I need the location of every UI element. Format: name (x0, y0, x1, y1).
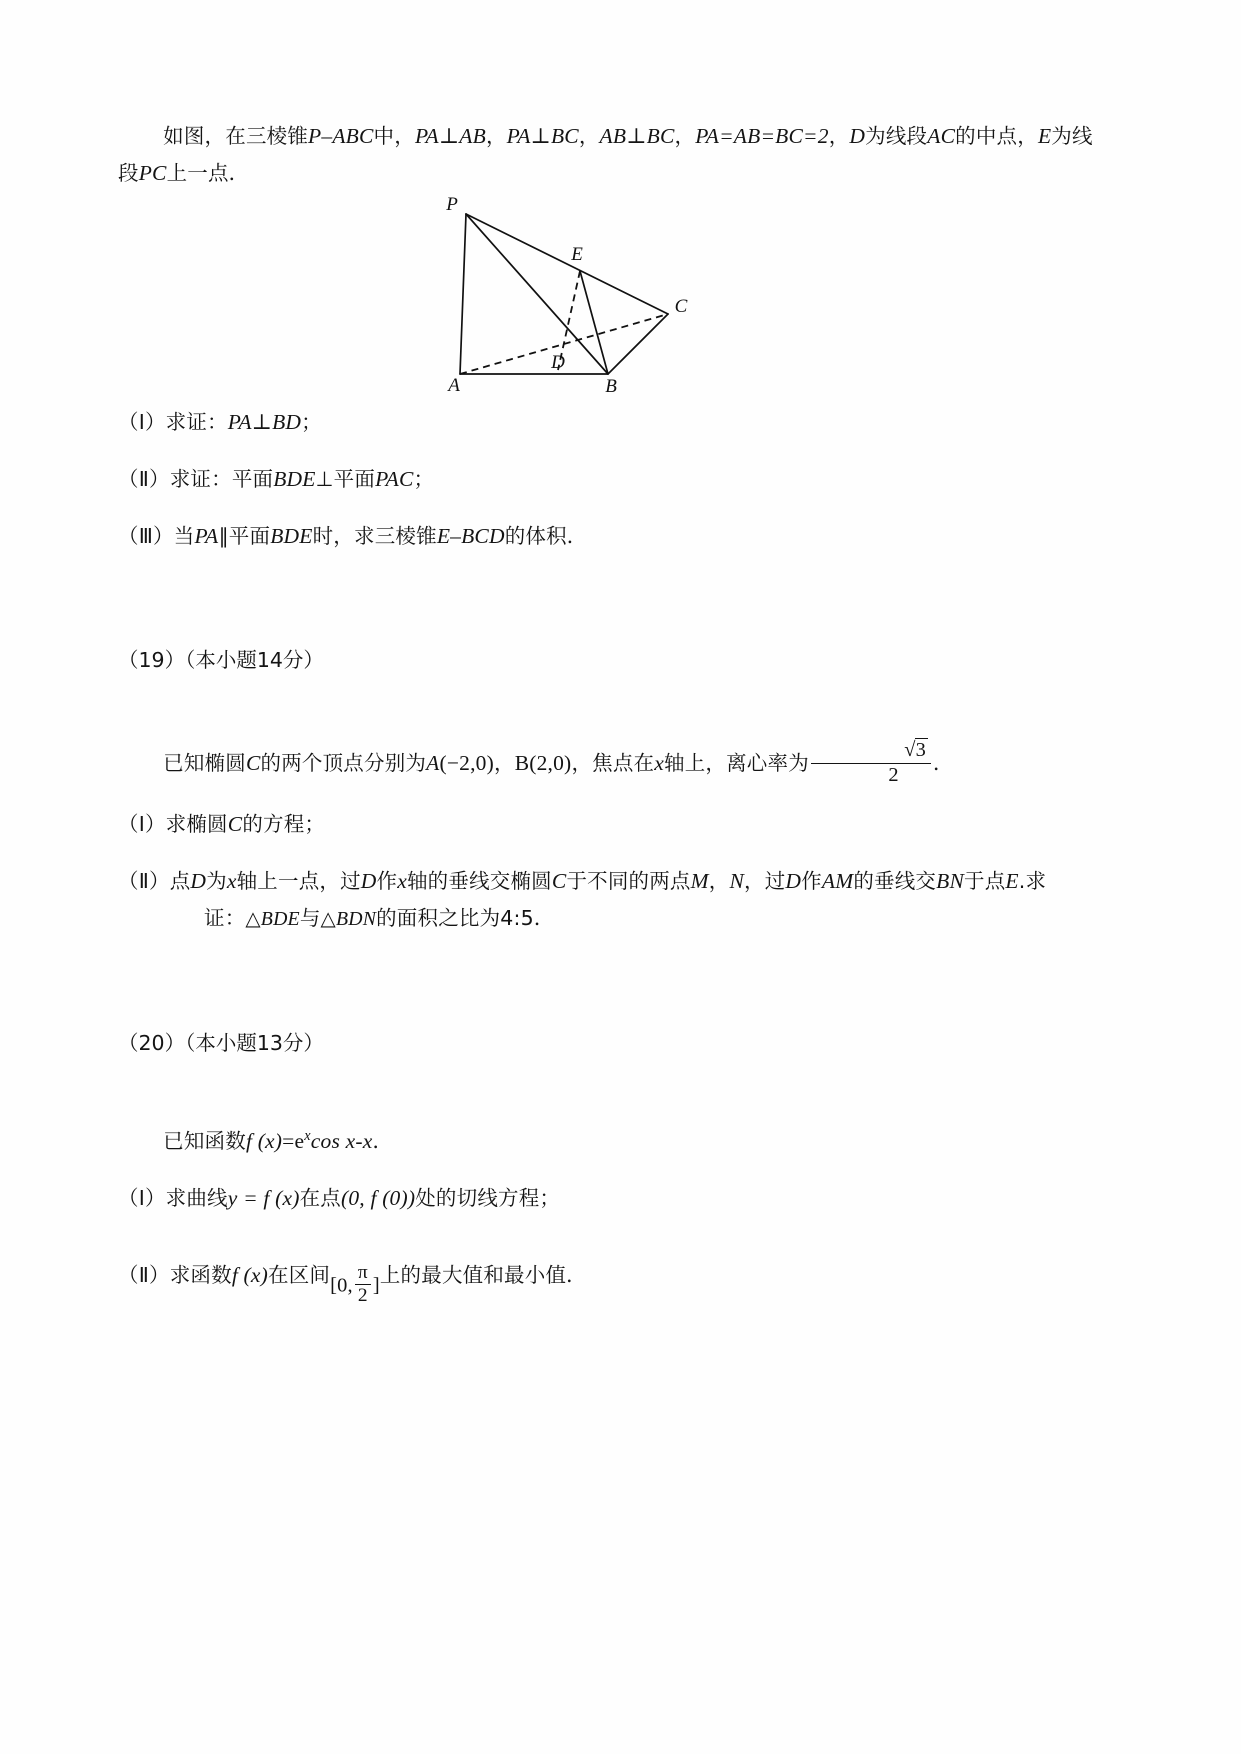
p19-p2-BN: BN (936, 869, 964, 894)
p19-p2-AM: AM (821, 869, 854, 894)
stem-line2-b: 上一点． (166, 160, 250, 185)
stem-text-c: ， (828, 124, 850, 148)
p19-p2-h: ，过 (744, 869, 786, 894)
p19-p2-line2-b: 与 (299, 906, 321, 931)
stem-text-a: 如图，在三棱锥 (163, 124, 309, 148)
radical-sign: √ (904, 739, 916, 762)
p19-p2-line2-c: 的面积之比为4:5． (376, 906, 555, 931)
problem19-part-2-line2 (118, 900, 1128, 937)
problem18-part-3 (118, 518, 1128, 555)
segment-AC: AC (927, 124, 956, 148)
spacer (118, 700, 1128, 740)
p19-p2-b: 为 (206, 869, 227, 894)
figure-label-B: B (605, 375, 617, 397)
part1-math: PA⊥BD (227, 409, 302, 434)
stem-text-e: 的中点， (955, 124, 1038, 148)
geometry-figure-container (118, 192, 1128, 404)
figure-label-C: C (674, 295, 688, 317)
part3-BDE: BDE (270, 523, 313, 548)
p20-part1-point: (0, f (0)) (340, 1185, 416, 1210)
spacer (118, 937, 1128, 1003)
p20-part1-text-a: 求曲线 (165, 1185, 228, 1210)
figure-label-A: A (448, 374, 460, 396)
p19-stem-d: ，焦点在 (571, 751, 655, 776)
p19-p2-N: N (729, 869, 745, 894)
sep-1: ， (485, 124, 507, 148)
spacer (118, 441, 1128, 461)
spacer (118, 555, 1128, 621)
problem20-heading (118, 1025, 1128, 1062)
radicand: 3 (915, 739, 926, 762)
interval-expression (330, 1263, 380, 1307)
eccentricity-numerator (811, 740, 931, 763)
problem20-stem (118, 1123, 1128, 1160)
p19-p2-x: x (226, 869, 237, 894)
part1-prefix: 求证： (165, 409, 228, 434)
p20-equals-e: =e (282, 1128, 305, 1153)
problem19-stem (118, 740, 1128, 786)
p19-p2-line2-a: 证： (204, 906, 246, 931)
p20-minus: - (355, 1128, 363, 1153)
condition-4: PA=AB=BC=2 (695, 124, 829, 148)
p19-p2-a: 点 (169, 869, 191, 894)
p19-p2-l: .求 (1018, 869, 1047, 894)
p20-part1-number: （Ⅰ） (118, 1185, 166, 1210)
part2-BDE: BDE (273, 466, 316, 491)
p19-part2-number: （Ⅱ） (118, 869, 170, 894)
p19-axis-x: x (654, 751, 664, 776)
p20-part1-text-c: 处的切线方程； (415, 1185, 561, 1210)
problem18-part-1 (118, 404, 1128, 441)
p20-part2-f: f (x) (231, 1262, 269, 1287)
p19-triangle-BDE: △BDE (245, 908, 300, 931)
p20-part2-text-b: 在区间 (268, 1262, 331, 1287)
problem18-part-2 (118, 461, 1128, 498)
part2-perp: ⊥平面 (315, 466, 376, 491)
p19-part1-C: C (227, 812, 243, 837)
problem19-part-1 (118, 806, 1128, 843)
pi-over-2-fraction (355, 1263, 371, 1307)
p19-part1-number: （Ⅰ） (118, 812, 166, 837)
p20-part2-text-a: 求函数 (169, 1262, 232, 1287)
problem19-score: （本小题14分） (185, 648, 324, 673)
sep-2: ， (578, 124, 600, 148)
problem19-heading (118, 642, 1128, 679)
p20-fx: f (x) (245, 1128, 283, 1153)
p19-p2-j: 的垂线交 (853, 869, 937, 894)
p19-stem-b: 的两个顶点分别为 (260, 751, 427, 776)
tetrahedron-diagram (410, 192, 740, 397)
part3-text: 时，求三棱锥 (312, 523, 437, 548)
p19-vertex-A: A (426, 751, 440, 776)
interval-left: [0, (330, 1273, 353, 1296)
edge-PA (460, 214, 466, 374)
p19-stem-f: ． (933, 751, 954, 776)
p19-ellipse-C: C (245, 751, 261, 776)
two-denominator: 2 (357, 1284, 368, 1306)
part3-prefix: 当 (173, 523, 195, 548)
p20-cos-x: cos x (310, 1128, 356, 1153)
part1-suffix: ； (301, 409, 322, 434)
p19-p2-D2: D (360, 869, 377, 894)
p19-vertex-B: B(2,0) (514, 751, 572, 776)
spacer (118, 1083, 1128, 1123)
pi-numerator: π (355, 1263, 371, 1285)
spacer (118, 1160, 1128, 1180)
problem20-number: （20） (118, 1030, 186, 1055)
p19-vertex-A-coord: (−2,0) (439, 751, 494, 776)
part2-number: （Ⅱ） (118, 466, 170, 491)
p19-sep: ， (493, 751, 515, 776)
segment-PC: PC (138, 160, 167, 185)
p20-stem-a: 已知函数 (163, 1128, 246, 1153)
p19-p2-k: 于点 (964, 869, 1006, 894)
sqrt-expression (859, 740, 928, 761)
p19-triangle-BDN: △BDN (320, 908, 377, 931)
p19-part1-text-b: 的方程； (242, 812, 326, 837)
problem19-number: （19） (118, 648, 186, 673)
eccentricity-denominator: 2 (888, 763, 899, 786)
problem20-part-2 (118, 1257, 1128, 1307)
part3-parallel: ∥平面 (218, 523, 271, 548)
p20-var-x: x (362, 1128, 373, 1153)
condition-3: AB⊥BC (599, 124, 675, 148)
problem19-part-2 (118, 863, 1128, 900)
p19-p2-g: ， (708, 869, 730, 894)
figure-label-D: D (551, 351, 565, 373)
p19-p2-M: M (690, 869, 709, 894)
part2-text: 平面 (231, 466, 274, 491)
edge-PC (466, 214, 668, 314)
p19-stem-e: 轴上，离心率为 (664, 751, 809, 776)
part1-number: （Ⅰ） (118, 409, 166, 434)
stem-text-b: 中， (373, 124, 415, 148)
p19-p2-c: 轴上一点，过 (236, 869, 361, 894)
figure-label-E: E (571, 243, 583, 265)
p20-exponent: x (304, 1127, 311, 1144)
part3-suffix: 的体积． (504, 523, 588, 548)
p19-p2-x2: x (397, 869, 407, 894)
point-E: E (1037, 124, 1052, 148)
stem-text-f: 为线 (1051, 124, 1093, 148)
condition-1: PA⊥AB (414, 124, 486, 148)
page-content (118, 118, 1128, 1306)
p19-part1-text-a: 求椭圆 (165, 812, 228, 837)
spacer (118, 843, 1128, 863)
part2-PAC: PAC (375, 466, 414, 491)
stem-text-d: 为线段 (865, 124, 928, 148)
condition-2: PA⊥BC (506, 124, 579, 148)
p20-part2-number: （Ⅱ） (118, 1262, 170, 1287)
problem20-part-1 (118, 1180, 1128, 1217)
part2-prefix: 求证： (169, 466, 232, 491)
point-D: D (849, 124, 866, 148)
spacer (118, 498, 1128, 518)
figure-label-P: P (446, 193, 458, 215)
spacer (118, 786, 1128, 806)
p19-stem-a: 已知椭圆 (163, 751, 246, 776)
part3-number: （Ⅲ） (118, 523, 174, 548)
spacer (118, 1217, 1128, 1257)
p19-p2-D3: D (785, 869, 802, 894)
p20-part2-text-c: 上的最大值和最小值． (379, 1262, 587, 1287)
stem-P-ABC: P–ABC (308, 124, 374, 148)
problem20-score: （本小题13分） (185, 1030, 324, 1055)
problem18-stem (118, 118, 1128, 192)
p20-part1-curve: y = f (x) (227, 1185, 300, 1210)
p19-p2-d: 作 (376, 869, 398, 894)
interval-right: ] (372, 1273, 380, 1296)
p20-part1-text-b: 在点 (299, 1185, 341, 1210)
p19-p2-e: 轴的垂线交椭圆 (406, 869, 552, 894)
part3-PA: PA (194, 523, 219, 548)
p19-p2-E: E (1005, 869, 1019, 894)
eccentricity-fraction (811, 740, 931, 786)
p19-p2-C: C (551, 869, 567, 894)
p19-p2-D: D (190, 869, 207, 894)
part3-EBCD: E–BCD (436, 523, 505, 548)
part2-suffix: ； (413, 466, 435, 491)
stem-line2-a: 段 (118, 160, 139, 185)
p19-p2-i: 作 (801, 869, 822, 894)
p20-function-expression (246, 1129, 373, 1153)
p20-stem-b: ． (372, 1128, 394, 1153)
p19-p2-f: 于不同的两点 (566, 869, 691, 894)
solid-edges (460, 214, 668, 374)
sep-3: ， (674, 124, 696, 148)
